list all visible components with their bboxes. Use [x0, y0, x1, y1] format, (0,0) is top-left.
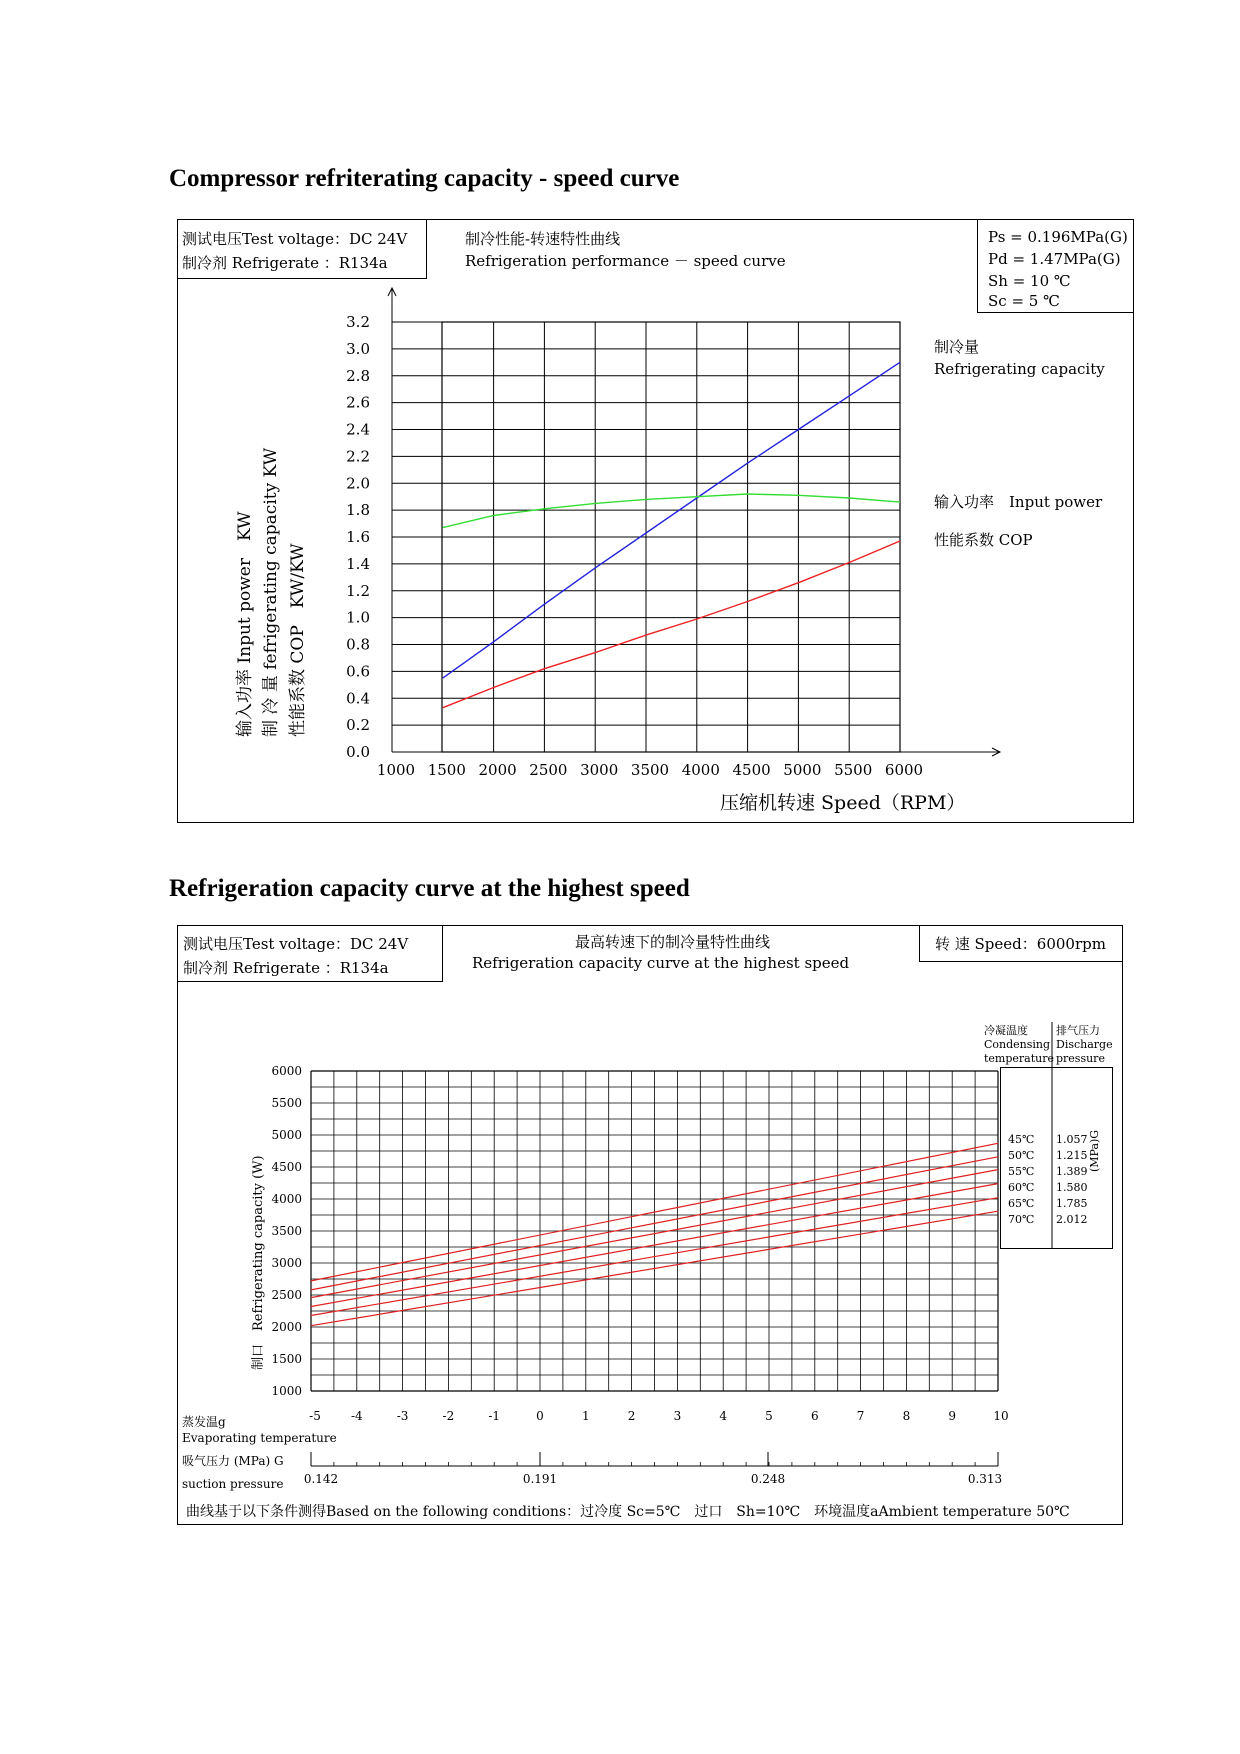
chart1-param-sh: Sh = 10 ℃ [988, 272, 1071, 290]
chart2-y-tick-label: 2000 [271, 1320, 302, 1334]
evap-label-cn: 蒸发温g [182, 1415, 226, 1429]
chart1-heading-en: Refrigeration performance － speed curve [465, 252, 786, 270]
chart2-speed: 转 速 Speed：6000rpm [935, 935, 1106, 953]
chart1-y-tick-label: 2.0 [346, 474, 370, 493]
suction-label-en: suction pressure [182, 1477, 284, 1491]
chart2-x-tick-label: 7 [856, 1409, 865, 1423]
chart2-x-tick-label: -1 [488, 1409, 501, 1423]
suction-tick-label: 0.313 [967, 1472, 1003, 1486]
disch-header-en1: Discharge [1056, 1038, 1113, 1051]
chart1-x-tick-label: 3500 [630, 761, 670, 779]
chart2-x-tick-label: -2 [442, 1409, 455, 1423]
chart1-legend-capacity-en: Refrigerating capacity [934, 360, 1105, 378]
cond-temp-label: 55℃ [1008, 1165, 1035, 1178]
chart1-y-tick-label: 1.2 [346, 581, 370, 600]
chart1-x-tick-label: 5000 [783, 761, 822, 779]
chart1-refrigerant: 制冷剂 Refrigerate ：R134a [182, 254, 388, 272]
chart1-ylabel-line2: 制 冷 量 fefrigerating capacity KW [261, 447, 281, 737]
chart2-ylabel: 制口 Refrigerating capacity (W) [251, 1155, 266, 1370]
disch-pressure-label: 1.785 [1056, 1197, 1088, 1210]
chart1-param-pd: Pd = 1.47MPa(G) [988, 250, 1121, 268]
chart1-param-ps: Ps = 0.196MPa(G) [988, 228, 1128, 246]
chart1-y-tick-label: 1.6 [346, 528, 370, 546]
chart2-x-tick-label: 0 [536, 1409, 544, 1423]
chart2-y-tick-label: 2500 [271, 1288, 302, 1302]
chart1-legend-cop: 性能系数 COP [934, 531, 1033, 549]
disch-pressure-label: 2.012 [1056, 1213, 1088, 1226]
chart2-y-tick-label: 6000 [271, 1064, 302, 1078]
chart2-y-tick-label: 5500 [271, 1096, 302, 1110]
chart2-x-tick-label: 8 [902, 1409, 911, 1423]
chart1-y-tick-label: 2.4 [346, 420, 370, 439]
disch-pressure-label: 1.389 [1056, 1165, 1088, 1178]
suction-label-cn: 吸气压力 (MPa) G [182, 1454, 284, 1468]
chart1-y-tick-label: 0.0 [346, 743, 370, 761]
chart1-x-tick-label: 5500 [834, 761, 873, 779]
chart1-y-tick-label: 2.6 [346, 393, 370, 412]
suction-tick-label: 0.248 [750, 1472, 786, 1486]
chart2-x-tick-label: 9 [948, 1409, 957, 1423]
chart2-y-tick-label: 1500 [271, 1352, 302, 1366]
chart1-y-tick-label: 0.2 [346, 716, 370, 735]
disch-unit: (MPa)G [1088, 1129, 1101, 1172]
chart2-x-tick-label: 6 [810, 1409, 819, 1423]
chart1-x-tick-label: 4000 [681, 761, 720, 779]
chart1-param-sc: Sc = 5 ℃ [988, 292, 1060, 310]
chart2-x-tick-label: 10 [993, 1409, 1009, 1423]
chart1-y-tick-label: 2.2 [346, 447, 370, 466]
chart1-y-tick-label: 0.4 [346, 689, 370, 708]
chart1-test-voltage: 测试电压Test voltage：DC 24V [182, 230, 408, 248]
disch-header-en2: pressure [1056, 1052, 1105, 1065]
chart2-title: Refrigeration capacity curve at the highest speed [169, 875, 690, 902]
cond-temp-label: 60℃ [1008, 1181, 1035, 1194]
chart1-title: Compressor refriterating capacity - speed curve [169, 165, 680, 192]
chart1-y-tick-label: 0.6 [346, 662, 370, 681]
chart2-test-voltage: 测试电压Test voltage：DC 24V [183, 935, 409, 953]
chart1-legend-capacity-cn: 制冷量 [934, 338, 980, 356]
chart1-y-tick-label: 1.8 [346, 501, 370, 520]
disch-pressure-label: 1.057 [1056, 1133, 1088, 1146]
chart2-refrigerant: 制冷剂 Refrigerate ：R134a [183, 959, 389, 977]
chart2-x-tick-label: -5 [309, 1409, 321, 1423]
suction-tick-label: 0.191 [522, 1472, 558, 1486]
chart1-y-tick-label: 2.8 [346, 366, 370, 385]
chart2-x-tick-label: 5 [765, 1409, 773, 1423]
chart1-x-tick-label: 6000 [884, 761, 924, 779]
chart1-x-tick-label: 1500 [427, 761, 466, 779]
chart2-y-tick-label: 1000 [271, 1384, 302, 1398]
chart1-y-tick-label: 1.0 [346, 608, 370, 627]
chart2-heading-en: Refrigeration capacity curve at the highest speed [472, 954, 850, 972]
disch-pressure-label: 1.215 [1056, 1149, 1088, 1162]
chart1-x-tick-label: 1000 [376, 761, 416, 779]
cond-header-en1: Condensing [984, 1038, 1051, 1051]
cond-header-en2: temperature [984, 1052, 1055, 1065]
chart2-x-tick-label: -4 [350, 1409, 363, 1423]
cond-temp-label: 65℃ [1008, 1197, 1035, 1210]
cond-header-cn: 冷凝温度 [984, 1024, 1028, 1037]
chart1-y-tick-label: 3.0 [346, 339, 370, 358]
disch-header-cn: 排气压力 [1056, 1024, 1100, 1037]
chart1-x-tick-label: 4500 [732, 761, 771, 779]
chart1-y-tick-label: 0.8 [346, 635, 370, 654]
chart1-x-tick-label: 3000 [580, 761, 619, 779]
chart1-ylabel-line1: 输入功率 Input power KW [235, 511, 255, 737]
chart2-heading-cn: 最高转速下的制冷量特性曲线 [575, 933, 771, 951]
cond-temp-label: 45℃ [1008, 1133, 1035, 1146]
chart2-y-tick-label: 5000 [271, 1128, 302, 1142]
chart2-y-tick-label: 4000 [271, 1192, 302, 1206]
chart2-x-tick-label: 1 [581, 1409, 590, 1423]
cond-temp-label: 70℃ [1008, 1213, 1035, 1226]
chart1-legend-power: 输入功率 Input power [934, 493, 1103, 511]
cond-temp-label: 50℃ [1008, 1149, 1035, 1162]
disch-pressure-label: 1.580 [1056, 1181, 1088, 1194]
chart1-ylabel-line3: 性能系数 COP KW/KW [288, 543, 308, 737]
chart1-heading-cn: 制冷性能-转速特性曲线 [465, 230, 621, 248]
chart1-x-tick-label: 2500 [529, 761, 568, 779]
chart1-y-tick-label: 1.4 [346, 554, 370, 573]
chart2-x-tick-label: 4 [719, 1409, 728, 1423]
chart2-footer: 曲线基于以下条件测得Based on the following conditions：过冷度 Sc=5℃ 过口 Sh=10℃ 环境温度aAmbient temperature 50℃ [186, 1504, 1070, 1520]
chart2-y-tick-label: 3500 [271, 1224, 302, 1238]
chart1-x-tick-label: 2000 [478, 761, 517, 779]
chart2-y-tick-label: 4500 [271, 1160, 302, 1174]
chart2-y-tick-label: 3000 [271, 1256, 302, 1270]
evap-label-en: Evaporating temperature [182, 1431, 337, 1445]
chart1-xlabel: 压缩机转速 Speed（RPM） [720, 792, 966, 814]
chart2-x-tick-label: 3 [673, 1409, 682, 1423]
chart1-y-tick-label: 3.2 [346, 313, 370, 331]
chart2-x-tick-label: -3 [396, 1409, 409, 1423]
suction-tick-label: 0.142 [303, 1472, 339, 1486]
chart2-x-tick-label: 2 [627, 1409, 636, 1423]
